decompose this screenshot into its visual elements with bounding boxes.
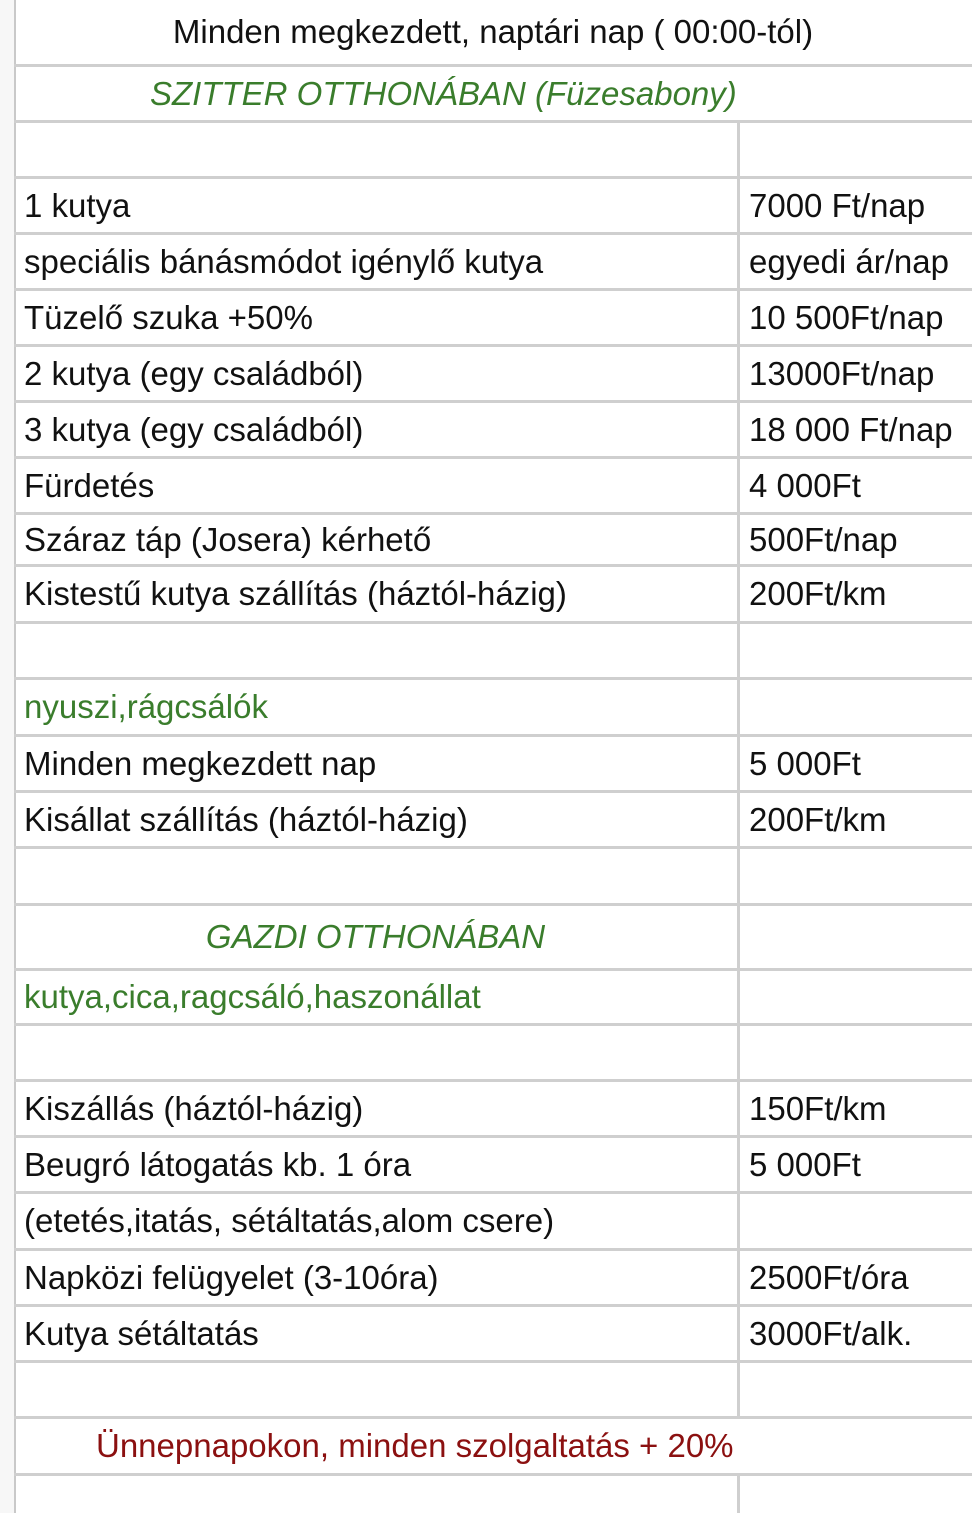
- column-divider: [737, 1476, 740, 1513]
- service-label: Kistestű kutya szállítás (háztól-házig): [24, 575, 567, 612]
- service-price: egyedi ár/nap: [749, 242, 949, 280]
- service-label: Száraz táp (Josera) kérhető: [24, 520, 432, 558]
- table-row: [14, 1251, 972, 1307]
- table-row: [14, 179, 972, 235]
- service-price: 3000Ft/alk.: [749, 1314, 913, 1352]
- column-divider: [737, 515, 740, 564]
- table-row: [14, 793, 972, 849]
- column-divider: [737, 403, 740, 456]
- column-divider: [737, 567, 740, 621]
- empty-row: [14, 624, 972, 680]
- table-row: [14, 737, 972, 793]
- service-price: 200Ft/km: [749, 575, 887, 612]
- empty-row: [14, 123, 972, 179]
- table-row: [14, 515, 972, 567]
- service-price: 5 000Ft: [749, 1145, 861, 1183]
- section-row-gazdi: [14, 906, 972, 971]
- section-title-szitter: SZITTER OTTHONÁBAN (Füzesabony): [150, 74, 737, 112]
- section-heading-nyuszi: nyuszi,rágcsálók: [24, 688, 268, 725]
- footer-row: [14, 1419, 972, 1476]
- table-row: [14, 1082, 972, 1138]
- table-row: [14, 235, 972, 291]
- service-label: Tüzelő szuka +50%: [24, 298, 313, 336]
- column-divider: [737, 347, 740, 400]
- service-label: 2 kutya (egy családból): [24, 354, 364, 392]
- column-divider: [737, 1194, 740, 1248]
- column-divider: [737, 1307, 740, 1360]
- table-row: [14, 403, 972, 459]
- section-subheading-gazdi: kutya,cica,ragcsáló,haszonállat: [24, 978, 481, 1015]
- empty-row: [14, 849, 972, 906]
- table-row: [14, 291, 972, 347]
- header-title: Minden megkezdett, naptári nap ( 00:00-tól): [172, 13, 814, 50]
- column-divider: [737, 680, 740, 734]
- column-divider: [737, 123, 740, 176]
- empty-row: [14, 1476, 972, 1513]
- column-divider: [737, 624, 740, 677]
- service-price: 18 000 Ft/nap: [749, 410, 953, 448]
- column-divider: [737, 1251, 740, 1304]
- column-divider: [737, 849, 740, 903]
- section-title-gazdi: GAZDI OTTHONÁBAN: [205, 918, 546, 955]
- table-row: [14, 1307, 972, 1363]
- service-label: 1 kutya: [24, 186, 131, 224]
- empty-row: [14, 1363, 972, 1419]
- holiday-surcharge-note: Ünnepnapokon, minden szolgaltatás + 20%: [96, 1427, 734, 1464]
- service-label: Kiszállás (háztól-házig): [24, 1089, 364, 1127]
- service-label: Fürdetés: [24, 466, 155, 504]
- table-row: [14, 347, 972, 403]
- column-divider: [737, 906, 740, 968]
- table-row: [14, 459, 972, 515]
- section-row-nyuszi: [14, 680, 972, 737]
- table-row: [14, 567, 972, 624]
- service-price: 200Ft/km: [749, 800, 887, 838]
- service-label: speciális bánásmódot igénylő kutya: [24, 242, 544, 280]
- service-price: 13000Ft/nap: [749, 354, 935, 392]
- header-row-1: [14, 0, 972, 67]
- column-divider: [737, 179, 740, 232]
- section-row-gazdi-sub: [14, 971, 972, 1026]
- service-label: Kutya sétáltatás: [24, 1314, 259, 1352]
- table-row: [14, 1194, 972, 1251]
- service-label: Minden megkezdett nap: [24, 744, 377, 782]
- service-price: 2500Ft/óra: [749, 1258, 909, 1296]
- header-row-2: [14, 67, 972, 123]
- service-label: Napközi felügyelet (3-10óra): [24, 1258, 439, 1296]
- column-divider: [737, 235, 740, 288]
- empty-row: [14, 1026, 972, 1082]
- column-divider: [737, 1082, 740, 1135]
- column-divider: [737, 291, 740, 344]
- service-label: (etetés,itatás, sétáltatás,alom csere): [24, 1202, 555, 1239]
- column-divider: [737, 459, 740, 512]
- service-label: Kisállat szállítás (háztól-házig): [24, 800, 468, 838]
- column-divider: [737, 971, 740, 1023]
- service-label: Beugró látogatás kb. 1 óra: [24, 1145, 412, 1183]
- column-divider: [737, 1138, 740, 1191]
- service-price: 500Ft/nap: [749, 520, 898, 558]
- service-price: 7000 Ft/nap: [749, 186, 926, 224]
- service-price: 150Ft/km: [749, 1089, 887, 1127]
- service-price: [749, 1194, 972, 1248]
- column-divider: [737, 737, 740, 790]
- column-divider: [737, 1026, 740, 1079]
- table-row: [14, 1138, 972, 1194]
- service-price: 4 000Ft: [749, 466, 861, 504]
- service-price: 10 500Ft/nap: [749, 298, 944, 336]
- service-price: 5 000Ft: [749, 744, 861, 782]
- service-label: 3 kutya (egy családból): [24, 410, 364, 448]
- column-divider: [737, 1363, 740, 1416]
- column-divider: [737, 793, 740, 846]
